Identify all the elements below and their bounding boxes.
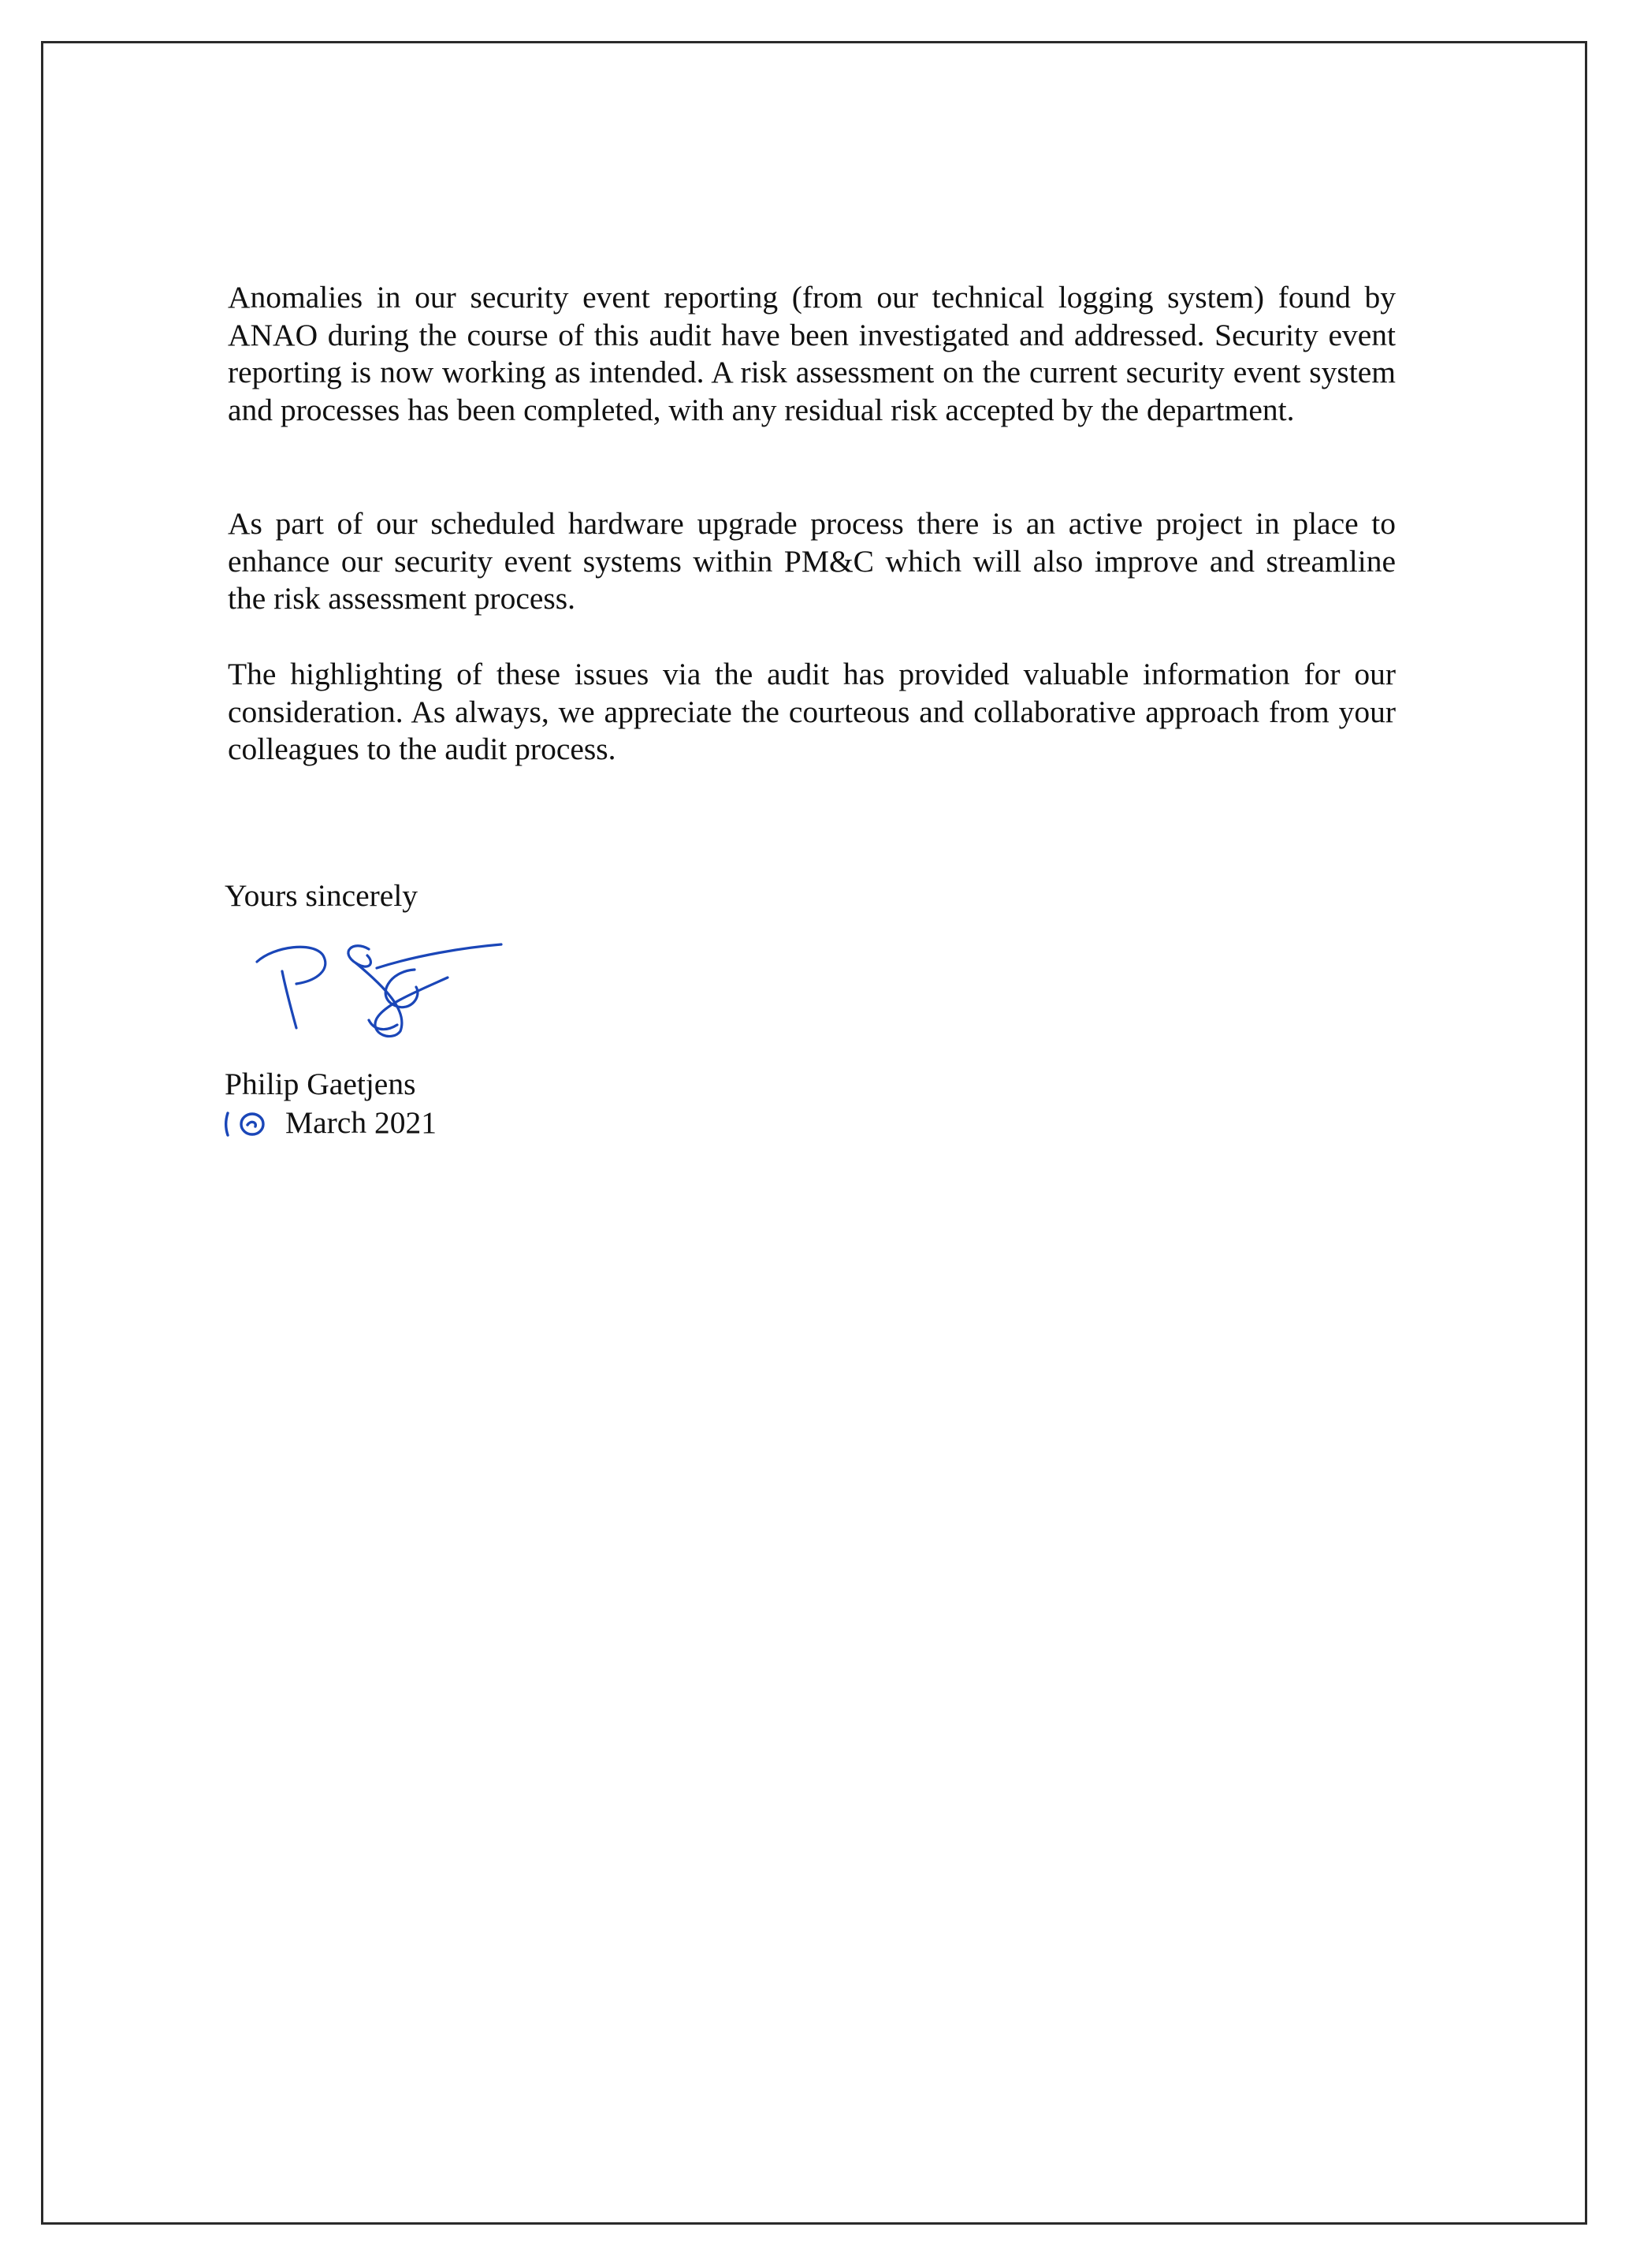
handwritten-day [221,1108,284,1139]
signatory-name: Philip Gaetjens [225,1067,416,1101]
body-paragraph-2: As part of our scheduled hardware upgrade process there is an active project in place to enhance our security event systems within PM&C which will also improve and streamline the risk assessment process. [228,506,1396,616]
letter-date [221,1104,437,1141]
date-month-year: March 2021 [285,1105,437,1140]
body-paragraph-1: Anomalies in our security event reporting (from our technical logging system) found by ANAO during the course of this audit have been investigated and addressed. Security event reporting is now working as intended. A risk assessment on the current security event system and processes has been completed, with any residual risk accepted by the department. [228,280,1396,427]
handwritten-signature [251,932,519,1050]
closing-salutation: Yours sincerely [225,878,418,913]
body-paragraph-3: The highlighting of these issues via the audit has provided valuable information for our consideration. As always, we appreciate the courteous and collaborative approach from your colleagues to the audit process. [228,657,1396,766]
